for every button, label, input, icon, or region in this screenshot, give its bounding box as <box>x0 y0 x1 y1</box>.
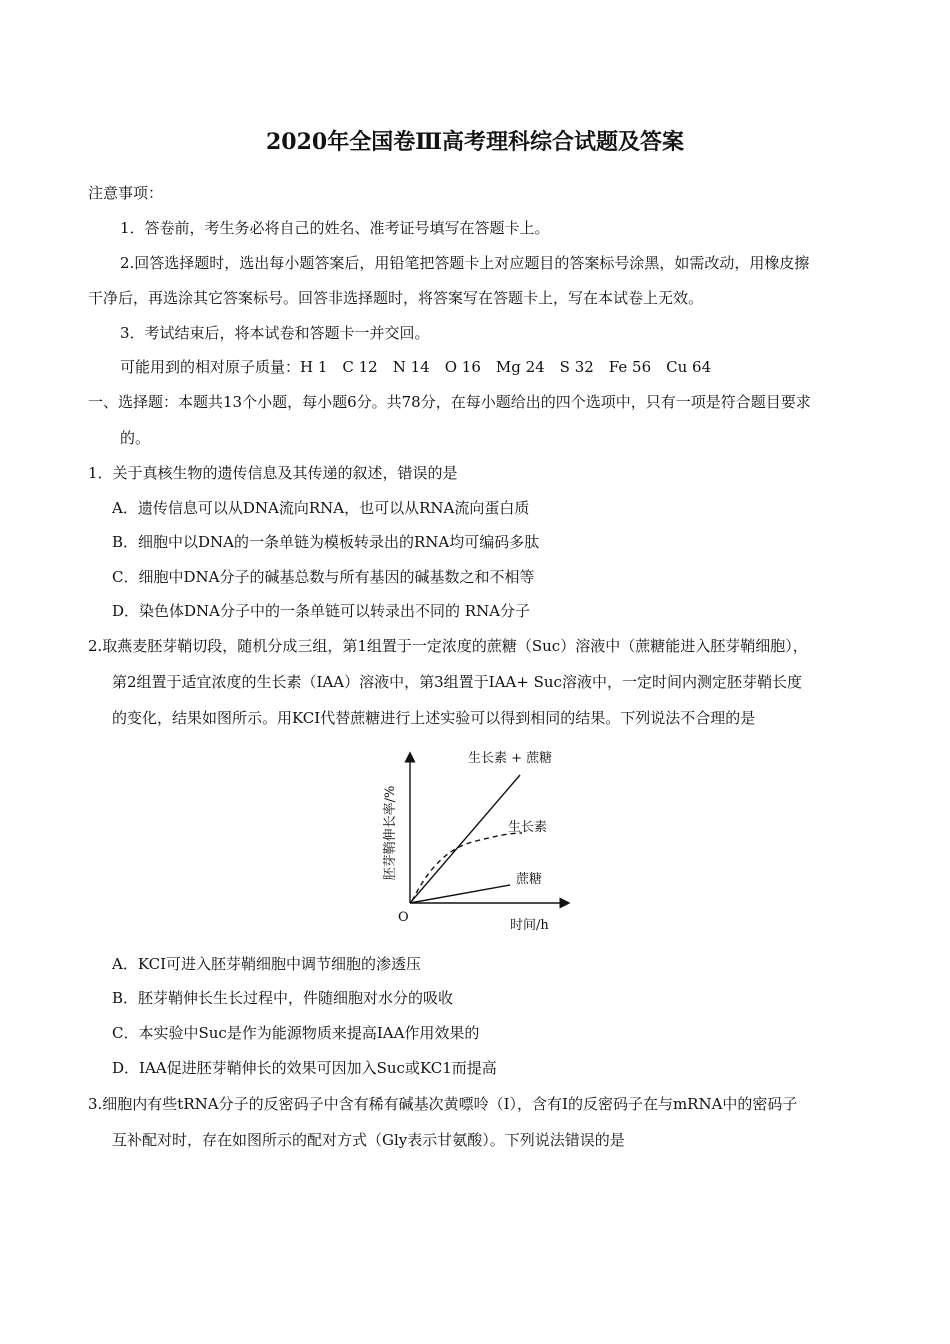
question-1-stem: 1．关于真核生物的遗传信息及其传递的叙述，错误的是 <box>88 464 458 482</box>
label-iaa: 生长素 <box>508 820 548 835</box>
question-1-option-d: D．染色体DNA分子中的一条单链可以转录出不同的 RNA分子 <box>112 602 531 620</box>
label-suc: 蔗糖 <box>516 872 543 887</box>
notice-item-2-line-1: 2.回答选择题时，选出每小题答案后，用铅笔把答题卡上对应题目的答案标号涂黑，如需改动，用橡皮擦 <box>120 254 810 272</box>
notice-item-2-line-2: 干净后，再选涂其它答案标号。回答非选择题时，将答案写在答题卡上，写在本试卷上无效。 <box>88 289 704 307</box>
label-iaa-plus-suc: 生长素 + 蔗糖 <box>468 751 553 766</box>
question-2-option-b: B．胚芽鞘伸长生长过程中，件随细胞对水分的吸收 <box>112 989 454 1007</box>
line-suc <box>410 885 510 903</box>
question-3-stem-line-2: 互补配对时，存在如图所示的配对方式（Gly表示甘氨酸）。下列说法错误的是 <box>112 1131 625 1149</box>
question-2-option-a: A．KCI可进入胚芽鞘细胞中调节细胞的渗透压 <box>112 955 422 973</box>
question-3-stem-line-1: 3.细胞内有些tRNA分子的反密码子中含有稀有碱基次黄嘌呤（I），含有I的反密码子在与mRNA中的密码子 <box>88 1095 798 1113</box>
y-axis-label: 胚芽鞘伸长率/% <box>383 785 398 881</box>
question-2-stem-line-3: 的变化，结果如图所示。用KCI代替蔗糖进行上述实验可以得到相同的结果。下列说法不合理的是 <box>112 709 756 727</box>
origin-label: O <box>398 910 409 925</box>
line-iaa <box>412 833 522 901</box>
line-iaa-plus-suc <box>410 775 520 903</box>
question-2-option-d: D．IAA促进胚芽鞘伸长的效果可因加入Suc或KC1而提高 <box>112 1059 497 1077</box>
question-1-option-c: C．细胞中DNA分子的碱基总数与所有基因的碱基数之和不相等 <box>112 568 535 586</box>
x-axis-label: 时间/h <box>510 918 549 933</box>
document-title: 2020年全国卷Ⅲ高考理科综合试题及答案 <box>265 129 685 155</box>
question-2-stem-line-2: 第2组置于适宜浓度的生长素（IAA）溶液中，第3组置于IAA+ Suc溶液中，一定时间内测定胚芽鞘长度 <box>112 673 802 691</box>
question-1-option-a: A．遗传信息可以从DNA流向RNA，也可以从RNA流向蛋白质 <box>112 499 530 517</box>
question-1-option-b: B．细胞中以DNA的一条单链为模板转录出的RNA均可编码多肽 <box>112 533 540 551</box>
question-2-option-c: C．本实验中Suc是作为能源物质来提高IAA作用效果的 <box>112 1024 480 1042</box>
atomic-mass-note: 可能用到的相对原子质量：H 1 C 12 N 14 O 16 Mg 24 S 32 Fe 56 Cu 64 <box>120 358 712 376</box>
notice-item-3: 3．考试结束后，将本试卷和答题卡一并交回。 <box>120 324 430 342</box>
question-2-stem-line-1: 2.取燕麦胚芽鞘切段，随机分成三组，第1组置于一定浓度的蔗糖（Suc）溶液中（蔗糖能进入胚芽鞘细胞）， <box>88 637 808 655</box>
notice-item-1: 1．答卷前，考生务必将自己的姓名、准考证号填写在答题卡上。 <box>120 219 550 237</box>
section-1-heading: 一、选择题：本题共13个小题，每小题6分。共78分，在每小题给出的四个选项中，只有一项是符合题目要求 <box>88 393 811 411</box>
section-1-heading-cont: 的。 <box>120 429 151 447</box>
notice-heading: 注意事项： <box>88 184 164 202</box>
elongation-graph <box>370 745 580 935</box>
